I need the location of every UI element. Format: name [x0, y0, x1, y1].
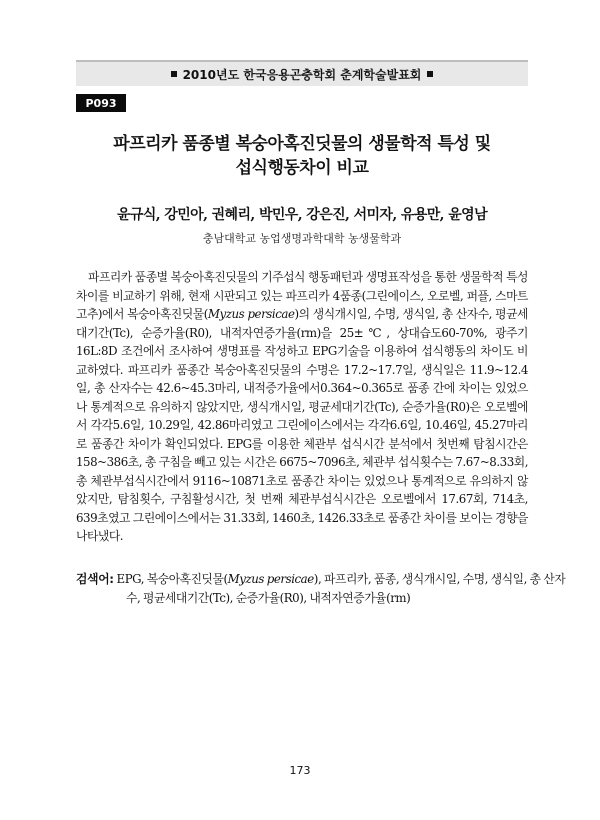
author-affiliation: 충남대학교 농업생명과학대학 농생물학과	[202, 232, 402, 245]
conference-title: 2010년도 한국응용곤충학회 춘계학술발표회	[182, 67, 422, 82]
keywords-label: 검색어:	[76, 572, 114, 586]
conference-header	[76, 60, 528, 86]
square-bullet-icon	[427, 71, 433, 77]
square-bullet-icon	[171, 71, 177, 77]
paper-title-line-1: 파프리카 품종별 복숭아혹진딧물의 생물학적 특성 및	[113, 134, 491, 154]
abstract-text: 파프리카 품종별 복숭아혹진딧물의 기주섭식 행동패턴과 생명표작성을 통한 생물학적 특성차이를 비교하기 위해, 현재 시판되고 있는 파프리카 4품종(그린에이스, 오로벨, 퍼플, 스마트 고추)에서 복숭아혹진딧물(Myzus persicae)의 생식개시일, 수명, 생식일, 총 산자수, 평균세대기간(Tc), 순증가율(R0), 내적자연증가율(rm)을 25±℃, 상대습도60-70%, 광주기16L:8D 조건에서 조사하여 생명표를 작성하고 EPG기술을 이용하여 섭식행동의 차이도 비교하였다. 파프리카 품종간 복숭아혹진딧물의 수명은 17.2~17.7일, 생식일은 11.9~12.4일, 총 산자수는 42.6~45.3마리, 내적증가율에서0.364~0.365로 품종 간에 차이는 있었으나 통계적으로 유의하지 않았지만, 생식개시일, 평균세대기간(Tc), 순증가율(R0)은 오로벨에서 각각5.6일, 10.29일, 42.86마리였고 그린에이스에서는 각각6.6일, 10.46일, 45.27마리로 품종간 차이가 확인되었다. EPG를 이용한 체관부 섭식시간 분석에서 첫번째 탐침시간은 158~386초, 총 구침을 빼고 있는 시간은 6675~7096초, 체관부 섭식횟수는 7.67~8.33회, 총 체관부섭식시간에서 9116~10871초로 품종간 차이는 있었으나 통계적으로 유의하지 않았지만, 탐침횟수, 구침활성시간, 첫 번째 체관부섭식시간은 오로벨에서 17.67회, 714초, 639초였고 그린에이스에서는 31.33회, 1460초, 1426.33초로 품종간 차이를 보이는 경향을 나타냈다.	[76, 270, 528, 543]
page-number: 173	[289, 764, 311, 777]
keywords-text: EPG, 복숭아혹진딧물(Myzus persicae), 파프리카, 품종, 생식개시일, 수명, 생식일, 총 산자수, 평균세대기간(Tc), 순증가율(R0), 내적자연증가율(rm)	[116, 572, 566, 605]
paper-code-badge: P093	[76, 94, 126, 112]
keywords-section	[76, 570, 578, 607]
author-list: 윤규식, 강민아, 권혜리, 박민우, 강은진, 서미자, 유용만, 윤영남	[116, 207, 487, 223]
paper-title-line-2: 섭식행동차이 비교	[235, 158, 369, 178]
paper-title	[76, 132, 528, 180]
